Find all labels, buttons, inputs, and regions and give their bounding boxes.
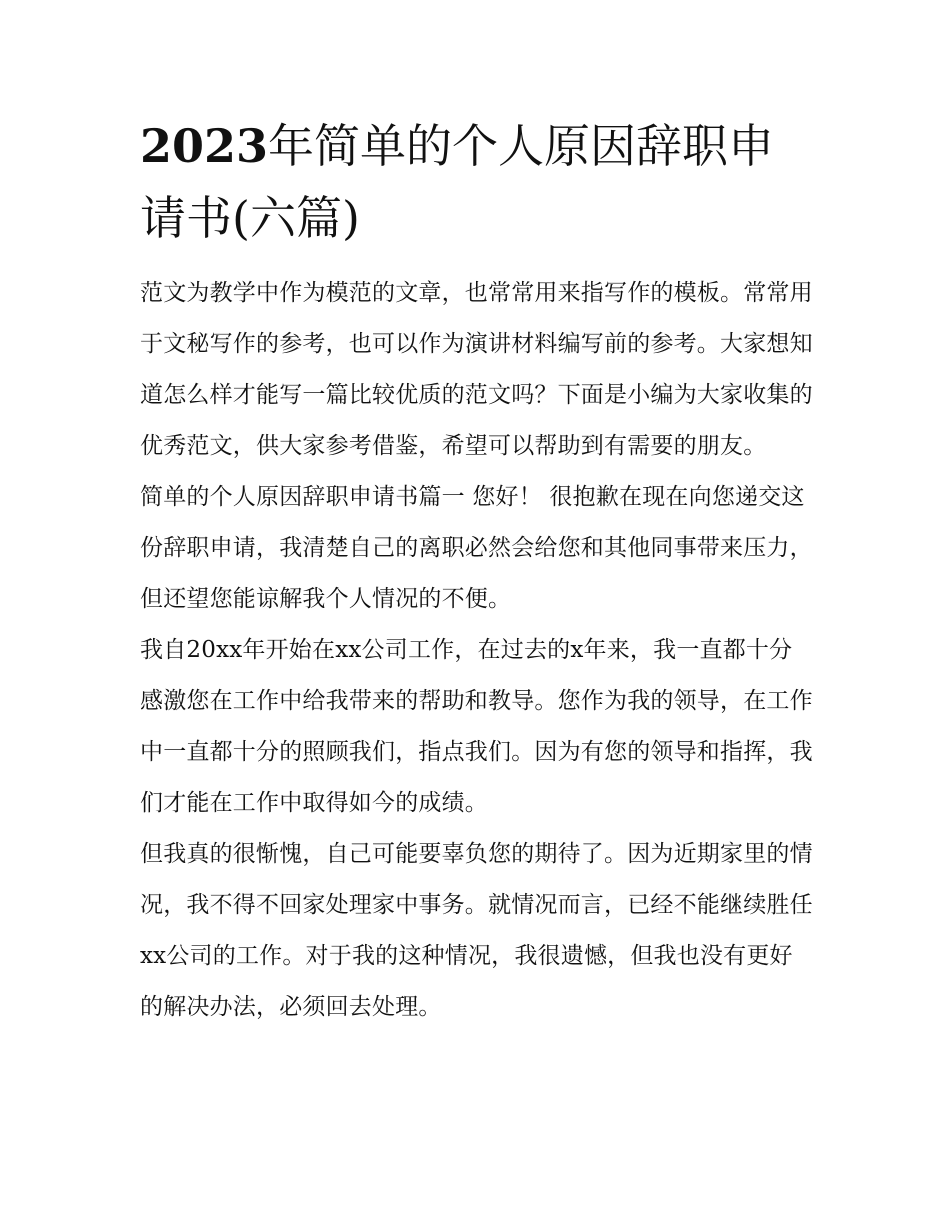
document-title xyxy=(140,110,815,254)
resignation-reason-paragraph: 但我真的很惭愧，自己可能要辜负您的期待了。因为近期家里的情况，我不得不回家处理家中事务。就情况而言，已经不能继续胜任xx公司的工作。对于我的这种情况，我很遗憾，但我也没有更好的解决办法，必须回去处理。 xyxy=(140,841,813,1020)
title-year: 2023 xyxy=(140,119,269,173)
document-body xyxy=(140,110,815,1033)
letter-opening-paragraph: 简单的个人原因辞职申请书篇一 您好！ 很抱歉在现在向您递交这份辞职申请，我清楚自己的离职必然会给您和其他同事带来压力，但还望您能谅解我个人情况的不便。 xyxy=(140,484,813,612)
title-text: 年简单的个人原因辞职申请书(六篇) xyxy=(140,119,775,245)
intro-paragraph: 范文为教学中作为模范的文章，也常常用来指写作的模板。常常用于文秘写作的参考，也可以作为演讲材料编写前的参考。大家想知道怎么样才能写一篇比较优质的范文吗？下面是小编为大家收集的优秀范文，供大家参考借鉴，希望可以帮助到有需要的朋友。 xyxy=(140,280,813,459)
work-history-paragraph: 我自20xx年开始在xx公司工作，在过去的x年来，我一直都十分感激您在工作中给我带来的帮助和教导。您作为我的领导，在工作中一直都十分的照顾我们，指点我们。因为有您的领导和指挥，我们才能在工作中取得如今的成绩。 xyxy=(140,637,813,816)
